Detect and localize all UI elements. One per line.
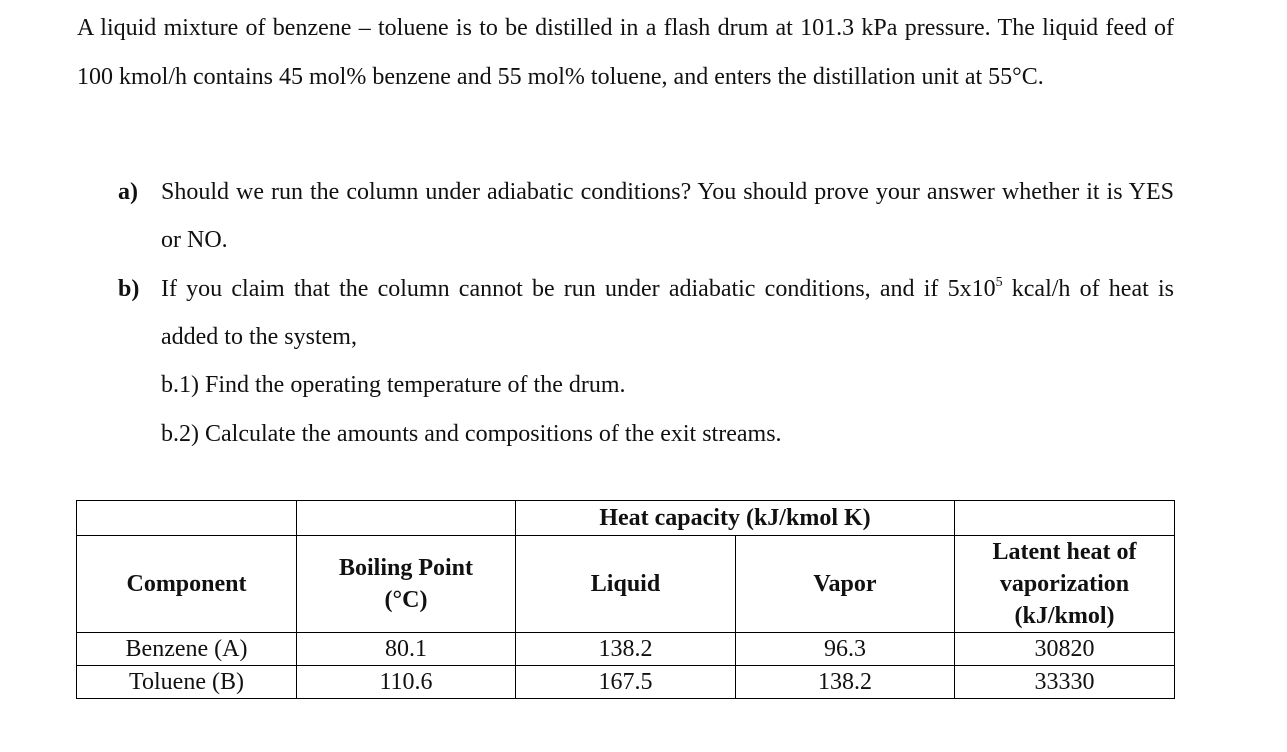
question-a-text: Should we run the column under adiabatic conditions? You should prove your answer whether it is YES or NO. (161, 179, 1174, 253)
empty-header-cell (297, 501, 516, 536)
vapor-cp-cell: 96.3 (736, 633, 955, 666)
boiling-point-cell: 80.1 (297, 633, 516, 666)
question-b1: b.1) Find the operating temperature of the drum. (161, 372, 626, 398)
question-b2: b.2) Calculate the amounts and compositions of the exit streams. (161, 421, 782, 447)
table-group-header-row (77, 501, 1175, 536)
vapor-cp-cell: 138.2 (736, 666, 955, 699)
question-b-label: b) (118, 276, 140, 302)
latent-heat-cell: 30820 (955, 633, 1175, 666)
table-row (77, 633, 1175, 666)
question-b-text-start: If you claim that the column cannot be run under adiabatic conditions, and if 5x10 (161, 276, 996, 302)
empty-header-cell (77, 501, 297, 536)
latent-heat-cell: 33330 (955, 666, 1175, 699)
latent-heat-header: Latent heat of vaporization (kJ/kmol) (955, 536, 1175, 633)
question-a-label: a) (118, 179, 138, 205)
boiling-point-header: Boiling Point (°C) (297, 536, 516, 633)
exponent: 5 (995, 275, 1003, 290)
table-header-row (77, 536, 1175, 633)
properties-table (76, 500, 1175, 699)
component-cell: Toluene (B) (77, 666, 297, 699)
question-b-text-end: kcal/h of heat is added to the system, (161, 276, 1174, 350)
table-row (77, 666, 1175, 699)
liquid-header: Liquid (516, 536, 736, 633)
component-header: Component (77, 536, 297, 633)
problem-statement: A liquid mixture of benzene – toluene is to be distilled in a flash drum at 101.3 kPa pressure. The liquid feed of 100 kmol/h contains 45 mol% benzene and 55 mol% toluene, and enters the distillation unit at 55°C. (77, 15, 1174, 90)
component-cell: Benzene (A) (77, 633, 297, 666)
empty-header-cell (955, 501, 1175, 536)
liquid-cp-cell: 167.5 (516, 666, 736, 699)
question-b-text (161, 265, 1174, 361)
boiling-point-cell: 110.6 (297, 666, 516, 699)
vapor-header: Vapor (736, 536, 955, 633)
heat-capacity-header: Heat capacity (kJ/kmol K) (516, 501, 955, 536)
liquid-cp-cell: 138.2 (516, 633, 736, 666)
